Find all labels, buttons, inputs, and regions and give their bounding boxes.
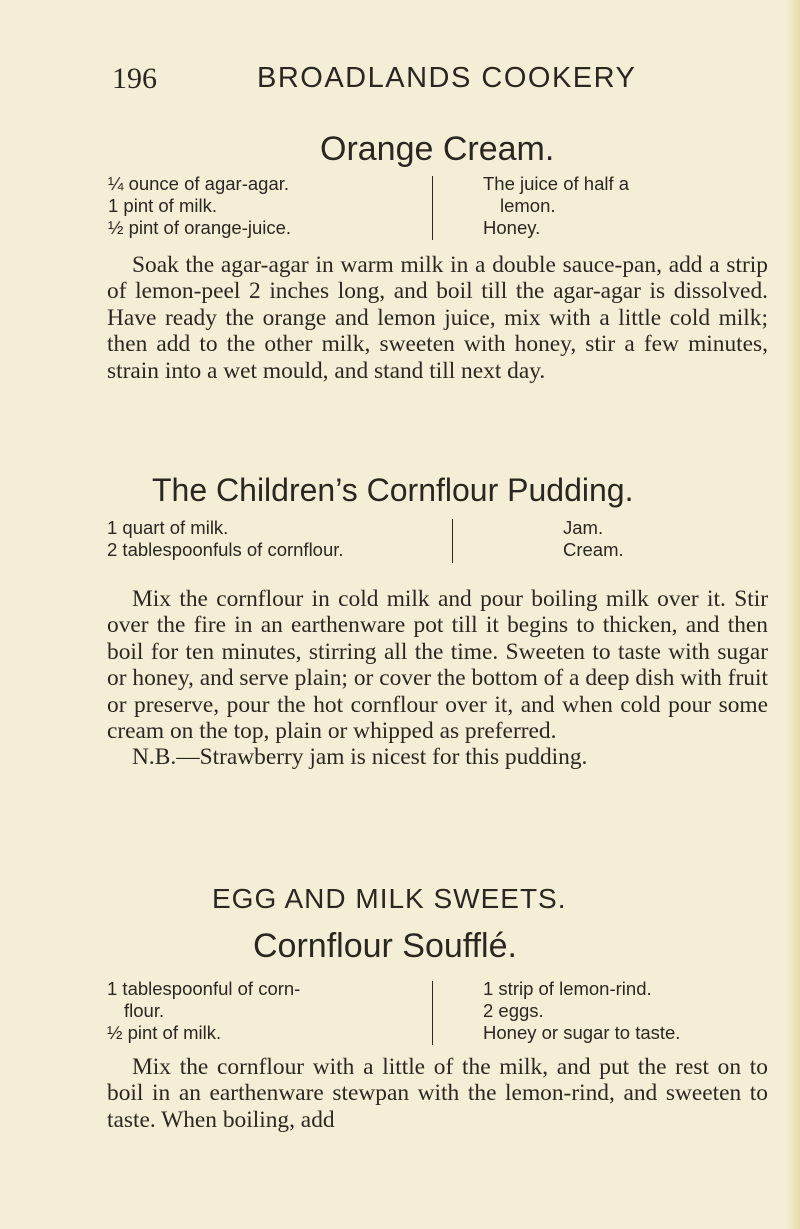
page-edge	[786, 0, 800, 1229]
page-header	[112, 62, 762, 102]
method-cornflour-souffle	[107, 1054, 768, 1133]
ingredient: ½ pint of milk.	[107, 1022, 222, 1043]
recipe-title-cornflour-souffle: Cornflour Soufflé.	[253, 927, 517, 965]
method-paragraph: Mix the cornflour in cold milk and pour boiling milk over it. Stir over the fire in an earthenware pot till it begins to thicken, and then boil for ten minutes, stirring all the time. Sweeten to taste with sugar or honey, and serve plain; or cover the bottom of a deep dish with fruit or preserve, pour the hot cornflour over it, and when cold pour some cream on the top, plain or whipped as preferred.	[107, 586, 768, 745]
ingredient: 1 strip of lemon-rind.	[483, 978, 652, 999]
section-heading: EGG AND MILK SWEETS.	[212, 883, 567, 914]
ingredients-left-cornflour-souffle	[107, 978, 300, 1044]
ingredient: 1 tablespoonful of corn-	[107, 978, 301, 999]
method-paragraph: Mix the cornflour with a little of the milk, and put the rest on to boil in an earthenware stewpan with the lemon-rind, and sweeten to taste. When boiling, add	[107, 1054, 768, 1133]
ingredient: flour.	[124, 1000, 165, 1021]
recipe-title-orange-cream: Orange Cream.	[320, 130, 555, 168]
ingredient: Cream.	[563, 539, 624, 560]
ingredients-right-cornflour-souffle	[483, 978, 680, 1044]
ingredient: 1 pint of milk.	[108, 195, 217, 216]
ingredient: Jam.	[563, 517, 604, 538]
ingredient-divider	[432, 176, 433, 240]
ingredient: 2 tablespoonfuls of cornflour.	[107, 539, 344, 560]
recipe-title-cornflour-pudding: The Children’s Cornflour Pudding.	[152, 472, 634, 508]
method-paragraph: Soak the agar-agar in warm milk in a double sauce-pan, add a strip of lemon-peel 2 inches long, and boil till the agar-agar is dissolved. Have ready the orange and lemon juice, mix with a little cold milk; then add to the other milk, sweeten with honey, stir a few minutes, strain into a wet mould, and stand till next day.	[107, 252, 768, 384]
ingredient-divider	[452, 519, 453, 563]
ingredient-divider	[432, 981, 433, 1045]
ingredients-left-orange-cream	[108, 173, 291, 239]
ingredient: Honey.	[483, 217, 541, 238]
ingredient: lemon.	[500, 195, 556, 216]
page-number: 196	[112, 62, 157, 95]
method-orange-cream	[107, 252, 768, 384]
ingredients-right-orange-cream	[483, 173, 629, 239]
ingredients-right-cornflour-pudding	[563, 517, 624, 561]
method-cornflour-pudding	[107, 586, 768, 771]
ingredient: 2 eggs.	[483, 1000, 544, 1021]
method-note: N.B.—Strawberry jam is nicest for this pudding.	[132, 744, 588, 771]
ingredients-left-cornflour-pudding	[107, 517, 344, 561]
ingredient: ¼ ounce of agar-agar.	[108, 173, 290, 194]
ingredient: ½ pint of orange-juice.	[108, 217, 292, 238]
ingredient: The juice of half a	[483, 173, 630, 194]
running-title: BROADLANDS COOKERY	[257, 62, 637, 94]
ingredient: 1 quart of milk.	[107, 517, 229, 538]
ingredient: Honey or sugar to taste.	[483, 1022, 681, 1043]
